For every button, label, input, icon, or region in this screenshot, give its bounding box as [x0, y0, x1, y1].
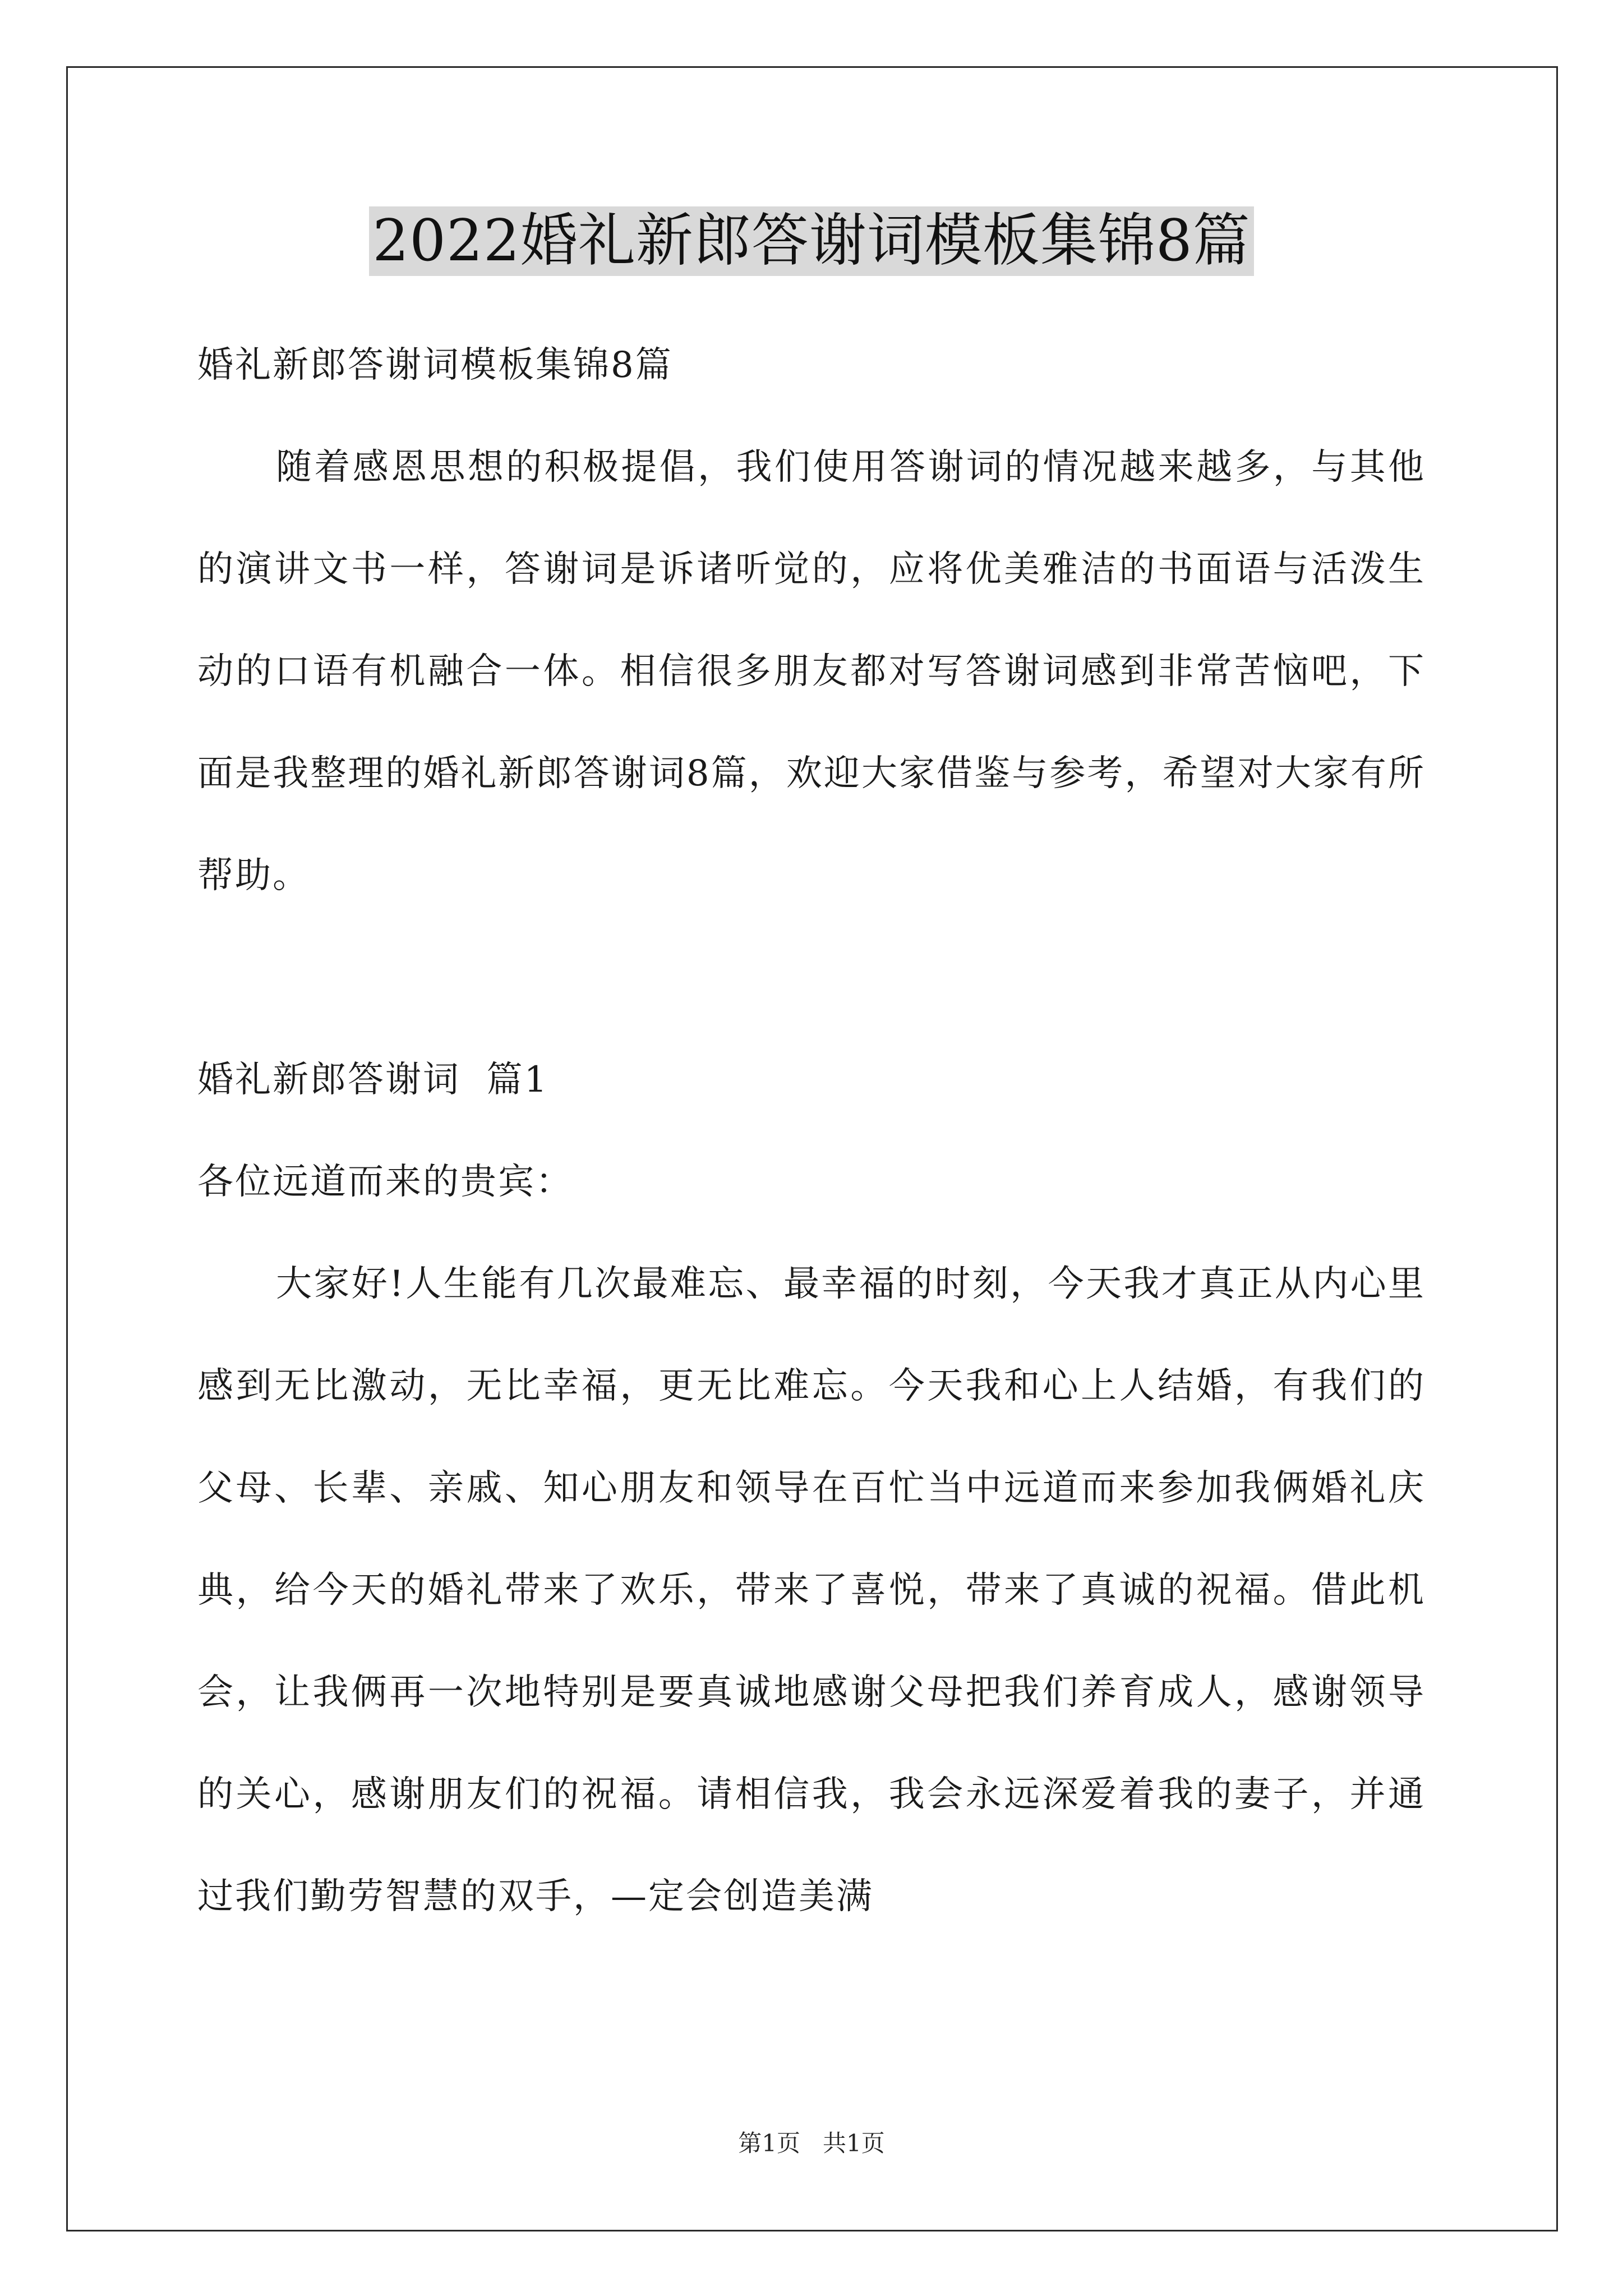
title-container: [0, 206, 1623, 276]
document-subtitle: 婚礼新郎答谢词模板集锦8篇: [197, 344, 673, 386]
document-body: [197, 314, 1426, 1948]
section-heading: 婚礼新郎答谢词 篇1: [197, 1059, 549, 1101]
body-paragraph: 大家好!人生能有几次最难忘、最幸福的时刻，今天我才真正从内心里感到无比激动，无比幸福，更无比难忘。今天我和心上人结婚，有我们的父母、长辈、亲戚、知心朋友和领导在百忙当中远道而来参加我俩婚礼庆典，给今天的婚礼带来了欢乐，带来了喜悦，带来了真诚的祝福。借此机会，让我俩再一次地特别是要真诚地感谢父母把我们养育成人，感谢领导的关心，感谢朋友们的祝福。请相信我，我会永远深爱着我的妻子，并通过我们勤劳智慧的双手，—定会创造美满: [197, 1263, 1426, 1917]
document-title: 2022婚礼新郎答谢词模板集锦8篇: [369, 206, 1253, 276]
salutation: 各位远道而来的贵宾：: [197, 1161, 573, 1203]
page-footer: 第1页 共1页: [738, 2129, 885, 2157]
spacer: [197, 927, 1426, 1029]
intro-paragraph: 随着感恩思想的积极提倡，我们使用答谢词的情况越来越多，与其他的演讲文书一样，答谢词是诉诸听觉的，应将优美雅洁的书面语与活泼生动的口语有机融合一体。相信很多朋友都对写答谢词感到非常苦恼吧，下面是我整理的婚礼新郎答谢词8篇，欢迎大家借鉴与参考，希望对大家有所帮助。: [197, 447, 1426, 896]
